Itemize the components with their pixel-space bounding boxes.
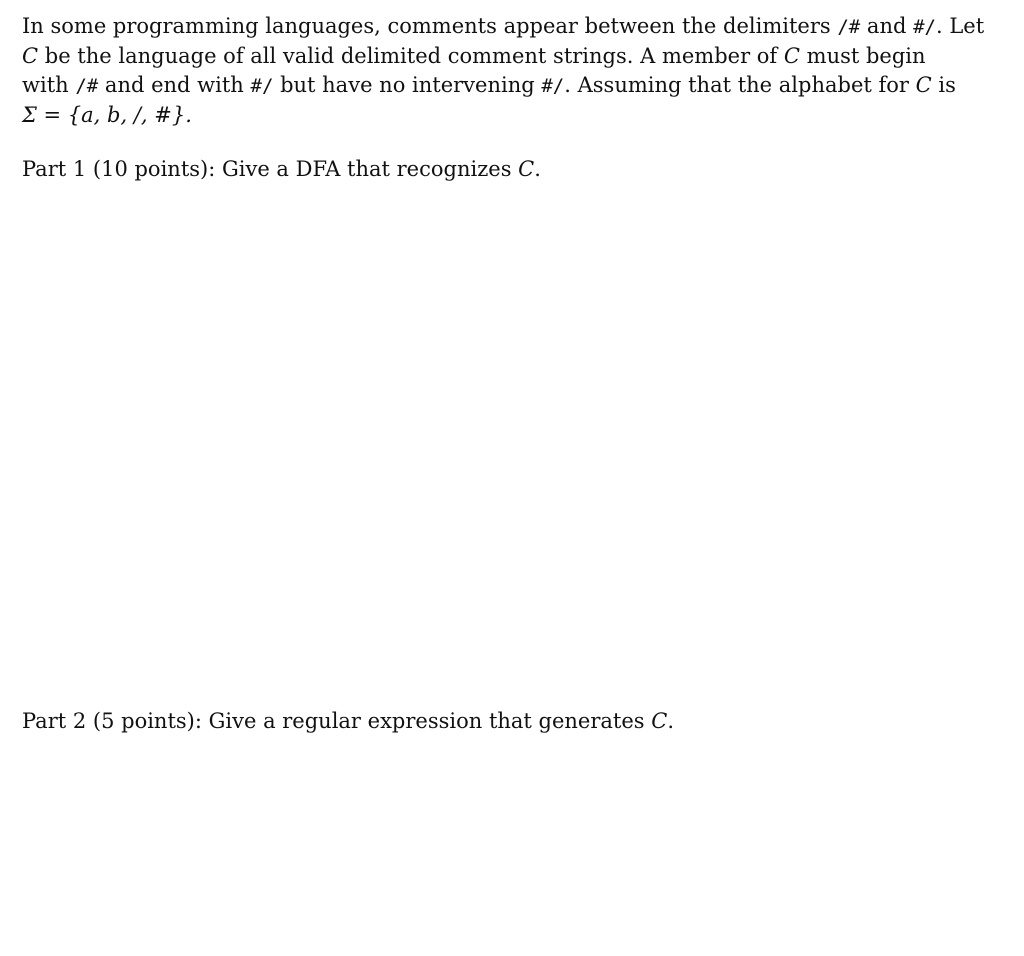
delimiter-close: #/ — [250, 75, 274, 97]
problem-line-2 — [22, 42, 952, 71]
part-2-label: Part 2 (5 points): Give a regular expression that generates — [22, 709, 645, 733]
delimiter-open: /# — [75, 75, 99, 97]
math-variable: C — [651, 709, 668, 733]
text-span: . Let — [936, 14, 985, 38]
part-1-answer-space — [22, 190, 952, 690]
part-1-question — [22, 155, 952, 184]
text-span: is — [938, 73, 956, 97]
problem-statement — [22, 12, 985, 130]
text-span: . Assuming that the alphabet for — [564, 73, 909, 97]
math-variable: C — [22, 44, 39, 68]
delimiter-open: /# — [837, 16, 861, 38]
text-span: and end with — [104, 73, 244, 97]
text-span: be the language of all valid delimited comment strings. A member of — [44, 44, 778, 68]
text-span: . — [534, 157, 541, 181]
delimiter-close: #/ — [913, 16, 936, 38]
delimiter-close: #/ — [541, 75, 565, 97]
math-variable: C — [518, 157, 535, 181]
alphabet-definition: Σ = {a, b, /, #}. — [22, 103, 192, 127]
part-1-line — [22, 155, 952, 184]
text-span: but have no intervening — [280, 73, 535, 97]
part-2-question — [22, 707, 952, 736]
text-span: In some programming languages, comments appear between the delimiters — [22, 14, 831, 38]
math-variable: C — [783, 44, 800, 68]
text-span: must begin — [806, 44, 926, 68]
part-1-label: Part 1 (10 points): Give a DFA that recognizes — [22, 157, 512, 181]
problem-line-4 — [22, 101, 952, 130]
text-span: and — [866, 14, 907, 38]
math-variable: C — [915, 73, 932, 97]
part-2-answer-space — [22, 742, 952, 942]
text-span: with — [22, 73, 69, 97]
part-2-line — [22, 707, 952, 736]
problem-line-1 — [22, 12, 985, 42]
problem-line-3 — [22, 71, 956, 101]
text-span: . — [667, 709, 675, 733]
